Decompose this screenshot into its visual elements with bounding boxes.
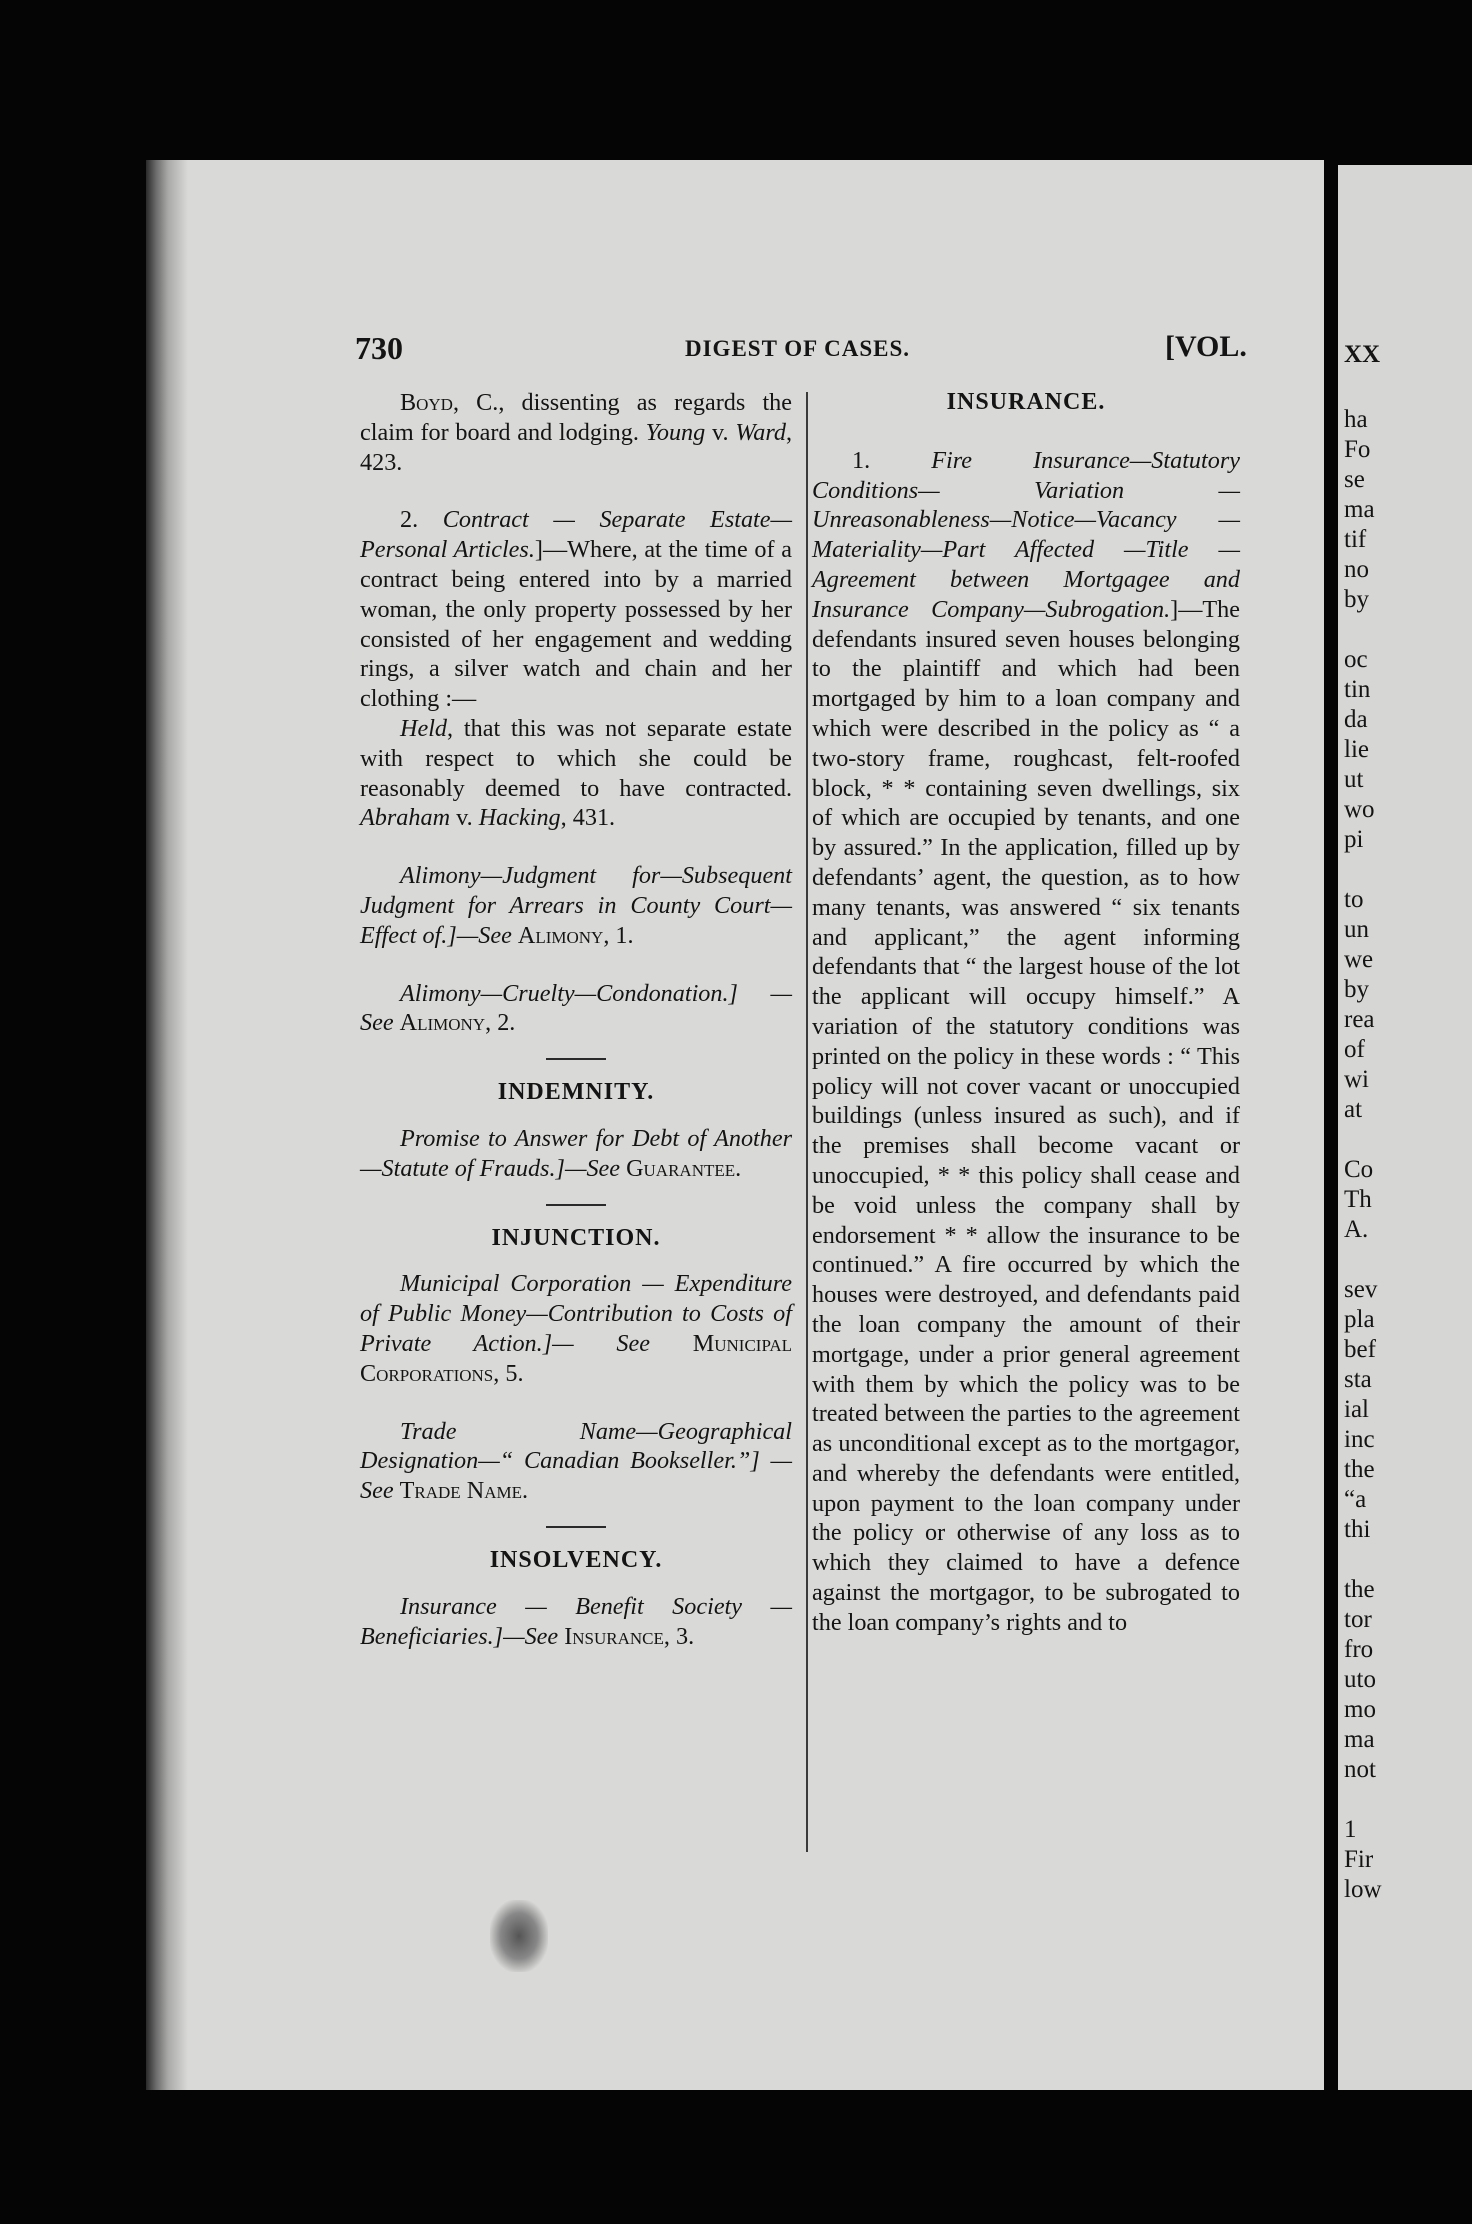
adjacent-page-fragment: sev — [1344, 1276, 1378, 1303]
adjacent-page-fragment: inc — [1344, 1426, 1375, 1453]
adjacent-page-fragment: of — [1344, 1036, 1365, 1063]
boyd-dissent-entry: Boyd, C., dissenting as regards the claim for board and lodging. Young v. Ward, 423. — [360, 389, 792, 476]
adjacent-page-fragment: by — [1344, 976, 1369, 1003]
alimony-judgment-entry: Alimony—Judgment for—Subsequent Judgment for Arrears in County Court—Effect of.]—See Alimony, 1. — [360, 862, 792, 949]
adjacent-page-fragment: no — [1344, 556, 1369, 583]
trade-name-entry: Trade Name—Geographical Designation—“ Canadian Bookseller.”] —See Trade Name. — [360, 1417, 792, 1505]
volume-label: [VOL. — [1165, 330, 1247, 363]
adjacent-page-fragment: we — [1344, 946, 1374, 973]
adjacent-page-fragment: ial — [1344, 1396, 1369, 1423]
adjacent-page-fragment: lie — [1344, 736, 1369, 763]
adjacent-page-fragment: se — [1344, 466, 1365, 493]
adjacent-page-fragment: uto — [1344, 1666, 1376, 1693]
adjacent-page-fragment: thi — [1344, 1516, 1371, 1543]
right-column — [812, 388, 1240, 1638]
adjacent-page-fragment: da — [1344, 706, 1368, 733]
running-title: DIGEST OF CASES. — [685, 336, 910, 361]
adjacent-page-fragment: wi — [1344, 1066, 1369, 1093]
section-rule — [546, 1526, 606, 1528]
adjacent-page-fragment: not — [1344, 1756, 1376, 1783]
adjacent-page-strip — [1338, 165, 1472, 2090]
contract-entry: 2. Contract — Separate Estate— Personal Articles.]—Where, at the time of a contract being entered into by a married woman, the only property possessed by her consisted of her engagement and wedding rings, a silver watch and chain and her clothing :— — [360, 506, 793, 713]
adjacent-page-fragment: XX — [1344, 341, 1381, 368]
section-rule — [546, 1058, 606, 1060]
adjacent-page-fragment: “a — [1344, 1486, 1367, 1513]
insurance-entry: 1. Fire Insurance—Statutory Conditions— Variation — Unreasonableness—Notice—Vacancy — Materiality—Part Affected —Title — Agreement between Mortgagee and Insurance Company—Subrogation.]—The defendants insured seven houses belonging to the plaintiff and which had been mortgaged by him to a loan company and which were described in the policy as “ a two-story frame, roughcast, felt-roofed block, * * containing seven dwellings, six of which are occupied by tenants, and one by assured.” In the application, filled up by defendants’ agent, the question, as to how many tenants, was answered “ six tenants and applicant,” the agent informing defendants that “ the largest house of the lot the applicant will occupy himself.” A variation of the statutory conditions was printed on the policy in these words : “ This policy will not cover vacant or unoccupied buildings (unless insured as such), and if the premises shall become vacant or unoccupied, * * this policy shall cease and be void unless the company shall by endorsement * * allow the insurance to be continued.” A fire occurred by which the houses were destroyed, and defendants paid the loan company the amount of their mortgage, under a prior general agreement with them by which the policy was to be treated between the parties to the agreement as unconditional except as to the mortgagor, and whereby the defendants were entitled, upon payment to the loan company under the policy or otherwise of any loss as to which they claimed to have a defence against the mortgagor, to be subrogated to the loan company’s rights and to — [812, 446, 1240, 1636]
indemnity-entry: Promise to Answer for Debt of Another—Statute of Frauds.]—See Guarantee. — [360, 1124, 792, 1182]
page-binding-shadow — [146, 160, 188, 2090]
municipal-corporation-entry: Municipal Corporation — Expenditure of Public Money—Contribution to Costs of Private Action.]— See Municipal Corporations, 5. — [360, 1270, 792, 1387]
column-divider — [806, 392, 808, 1852]
adjacent-page-fragment: ut — [1344, 766, 1364, 793]
adjacent-page-fragment: Fo — [1344, 436, 1371, 463]
adjacent-page-fragment: un — [1344, 916, 1369, 943]
adjacent-page-fragment: bef — [1344, 1336, 1376, 1363]
insolvency-entry: Insurance — Benefit Society — Beneficiaries.]—See Insurance, 3. — [360, 1592, 792, 1650]
adjacent-page-fragment: by — [1344, 586, 1369, 613]
adjacent-page-fragment: low — [1344, 1876, 1382, 1903]
adjacent-page-fragment: sta — [1344, 1366, 1372, 1393]
adjacent-page-fragment: mo — [1344, 1696, 1376, 1723]
adjacent-page-fragment: wo — [1344, 796, 1375, 823]
adjacent-page-fragment: ha — [1344, 406, 1368, 433]
adjacent-page-fragment: to — [1344, 886, 1364, 913]
adjacent-page-fragment: oc — [1344, 646, 1368, 673]
page-number: 730 — [355, 330, 403, 366]
adjacent-page-fragment: A. — [1344, 1216, 1369, 1243]
page-header — [355, 330, 1247, 370]
adjacent-page-fragment: the — [1344, 1576, 1375, 1603]
insolvency-heading: INSOLVENCY. — [489, 1546, 663, 1573]
insurance-heading: INSURANCE. — [946, 389, 1106, 415]
adjacent-page-fragment: tif — [1344, 526, 1367, 553]
adjacent-page-fragment: Co — [1344, 1156, 1374, 1183]
section-rule — [546, 1204, 606, 1206]
adjacent-page-fragment: rea — [1344, 1006, 1375, 1033]
adjacent-page-fragment: tin — [1344, 676, 1371, 703]
adjacent-page-fragment: the — [1344, 1456, 1375, 1483]
injunction-heading: INJUNCTION. — [491, 1224, 661, 1251]
adjacent-page-fragment: ma — [1344, 496, 1375, 523]
adjacent-page-fragment: tor — [1344, 1606, 1372, 1633]
indemnity-heading: INDEMNITY. — [497, 1079, 655, 1106]
adjacent-page-fragment: pi — [1344, 826, 1364, 853]
adjacent-page-fragment: pla — [1344, 1306, 1375, 1333]
adjacent-page-fragment: Th — [1344, 1186, 1372, 1213]
left-column — [360, 388, 792, 1651]
adjacent-page-fragment: 1 — [1344, 1816, 1357, 1843]
adjacent-page-fragment: Fir — [1344, 1846, 1374, 1873]
adjacent-page-fragment: ma — [1344, 1726, 1375, 1753]
adjacent-page-fragment: at — [1344, 1096, 1363, 1123]
alimony-cruelty-entry: Alimony—Cruelty—Condonation.] —See Alimony, 2. — [360, 979, 792, 1037]
held-entry: Held, that this was not separate estate with respect to which she could be reasonably deemed to have contracted. Abraham v. Hacking, 431. — [360, 714, 792, 832]
adjacent-page-fragment: fro — [1344, 1636, 1374, 1663]
ink-smudge — [490, 1900, 548, 1972]
